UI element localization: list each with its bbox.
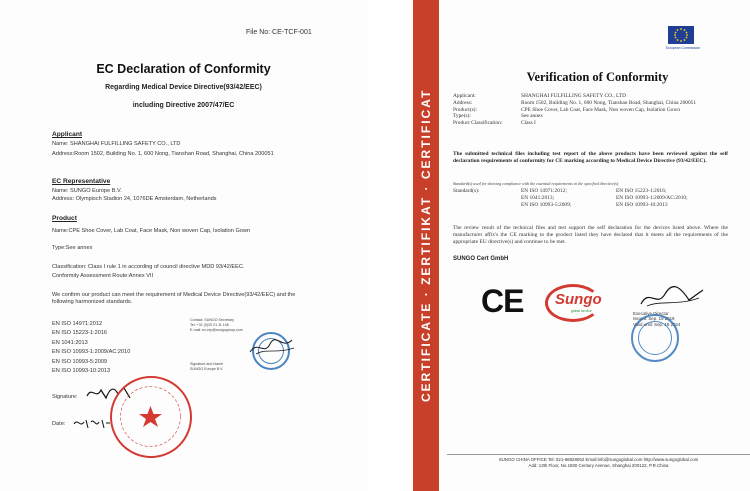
contact-info <box>190 318 243 333</box>
standard-item: EN ISO 10993-1:2009/AC:2010; <box>616 194 688 201</box>
field-value: SHANGHAI FULFILLING SAFETY CO., LTD <box>521 93 627 99</box>
executive-signature <box>637 284 707 310</box>
standard-item: EN ISO 10993-5:2009; <box>521 201 572 208</box>
field-row <box>453 107 723 114</box>
field-label: Applicant: <box>453 93 476 99</box>
field-value: Class I <box>521 120 536 127</box>
assessment-route: Conformity Assessment Route:Annex VII <box>52 273 154 279</box>
certificate-side-band <box>413 0 439 491</box>
contact-line: Tel: +31 (0)20 21 11 106 <box>190 323 229 327</box>
footer-contact: SUNGO CHINA OFFICE Tel: 021-68828052 Email:info@sungoglobal.com http://www.sungoglobal.com <box>498 457 699 462</box>
product-name: Name:CPE Shoe Cover, Lab Coat, Face Mask, Non woven Cap, Isolation Gown <box>52 228 251 234</box>
confirm-statement: We confirm our product can meet the requirement of Medical Device Directive(93/42/EEC) and the following harmonized standards. <box>52 292 296 306</box>
document-title: EC Declaration of Conformity <box>96 62 271 76</box>
ec-rep-heading: EC Representative <box>52 178 111 185</box>
product-heading: Product <box>52 215 77 222</box>
rep-signature-scribble <box>248 336 298 358</box>
field-row <box>453 120 723 127</box>
standard-item: EN ISO 15223-1:2016; <box>616 188 667 194</box>
exec-line: Issued: Sep. 19 2019 <box>633 316 675 322</box>
file-number: File No: CE-TCF-001 <box>246 29 312 36</box>
certified-stamp <box>631 314 679 362</box>
classification: Classification: Class I rule 1 in according of council directive MDD 93/42/EEC. <box>52 264 245 270</box>
footer-address: Add: 13th Floor, No.1500 Century Avenue, Shanghai 200122, P.R.China <box>528 463 669 468</box>
footer-divider <box>447 454 750 455</box>
sungo-logo-tagline: global service <box>571 309 592 313</box>
eu-commission-label: European Commission <box>665 46 701 50</box>
standard-item: EN ISO 10993-5:2009 <box>52 358 108 365</box>
standards-list <box>52 320 130 376</box>
company-seal-stamp <box>110 376 192 458</box>
verification-fields <box>453 93 723 127</box>
applicant-address: Address:Room 1502, Building No. 1, 600 Nong, Tianshan Road, Shanghai, China 200051 <box>52 151 274 157</box>
standard-item: EN ISO 10993-10:2013 <box>52 368 111 375</box>
standard-item: EN ISO 14971:2012 <box>52 321 103 327</box>
field-value: Room 1502, Building No. 1, 600 Nong, Tianshan Road, Shanghai, China 200051 <box>521 99 697 106</box>
exec-line: Executive Director <box>633 311 669 316</box>
field-label: Product(s): <box>453 106 477 113</box>
ec-declaration-document <box>0 0 367 491</box>
field-value: See annex <box>521 113 544 120</box>
field-label: Type(s): <box>453 113 471 120</box>
standard-item: EN ISO 15223-1:2016 <box>52 330 108 337</box>
sungo-logo: Sungo <box>555 291 602 308</box>
standards-label: Standard(s): <box>453 188 480 194</box>
eu-flag-icon <box>668 26 694 44</box>
standard-item: EN 1041:2013; <box>521 194 555 201</box>
standard-item: EN ISO 14971:2012; <box>521 188 567 194</box>
sign-line: SUNGO Europe B.V. <box>190 367 224 371</box>
field-row <box>453 93 723 100</box>
contact-line: Contact: SUNGO Secretary <box>190 318 234 322</box>
signature-label: Signature: <box>52 394 78 400</box>
field-value: CPE Shoe Cover, Lab Coat, Face Mask, Non woven Cap, Isolation Gown <box>521 106 680 113</box>
ce-mark-logo: CE <box>481 283 524 319</box>
certificate-side-text: CERTIFICATE · ZERTIFIKAT · CERTIFICAT <box>419 88 433 403</box>
verification-title: Verification of Conformity <box>526 70 669 84</box>
ec-rep-address: Address: Olympisch Stadion 24, 1076DE Amsterdam, Netherlands <box>52 196 217 202</box>
field-row <box>453 100 723 107</box>
handwritten-date <box>72 414 112 432</box>
signature-block-text <box>190 362 223 372</box>
standards-note: Standard(s) used for showing compliance with the essential requirements in the specified directive(s): <box>453 181 620 186</box>
ec-rep-name: Name: SUNGO Europe B.V. <box>52 188 122 194</box>
field-label: Product Classification: <box>453 120 503 127</box>
standards-grid <box>521 188 711 209</box>
standard-item: EN 1041:2013 <box>52 339 88 346</box>
applicant-name: Name: SHANGHAI FULFILLING SAFETY CO., LTD <box>52 141 181 147</box>
sign-line: Signature and Name <box>190 362 223 366</box>
standard-item: EN ISO 10993-10:2013 <box>616 201 668 208</box>
review-result-text: The review result of the technical files and test support the self declaration for the devices listed above. Where the manufacturer affix's the CE marking to the product listed they have declared that it meets all the requirements of the appropriate EU directive(s) and continue to be met. <box>453 225 728 245</box>
document-subtitle: Regarding Medical Device Directive(93/42/EEC) <box>105 84 262 91</box>
verification-of-conformity-document <box>405 0 750 491</box>
exec-line: Valid until: Sep. 18 2024 <box>633 321 681 327</box>
contact-line: E-mail: ec-rep@sungogroup.com <box>190 328 243 332</box>
cert-company-name: SUNGO Cert GmbH <box>453 256 509 262</box>
applicant-heading: Applicant <box>52 131 83 138</box>
product-type: Type:See annex <box>52 245 93 251</box>
document-subtitle-2: including Directive 2007/47/EC <box>132 102 235 109</box>
review-statement: The submitted technical files including test report of the above products have been reviewed against the self declaration requirements of conformity for CE marking according to Medical Device Directive (93/42/EEC). <box>453 151 728 164</box>
standard-item: EN ISO 10993-1:2009/AC:2010 <box>52 349 131 356</box>
date-label: Date: <box>52 421 66 427</box>
field-label: Address: <box>453 99 473 106</box>
